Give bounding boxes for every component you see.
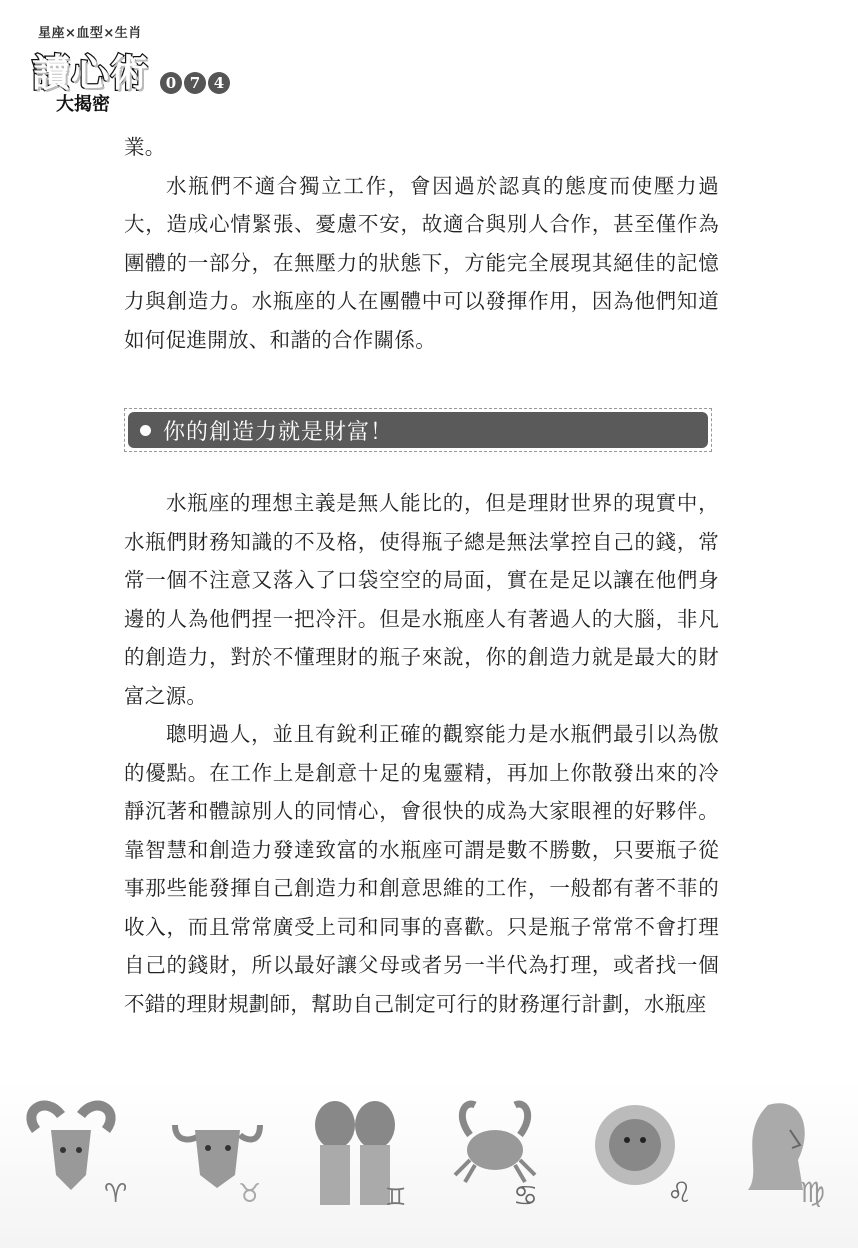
zodiac-strip [0, 1080, 858, 1248]
svg-text:♍: ♍ [800, 1176, 826, 1209]
svg-text:♌: ♌ [667, 1176, 693, 1209]
virgo-icon [728, 1090, 838, 1210]
cancer-icon [445, 1090, 555, 1210]
page-digit: 0 [160, 72, 182, 94]
paragraph: 業。 [124, 135, 166, 159]
page-number [160, 72, 230, 94]
svg-text:♈: ♈ [104, 1179, 126, 1209]
svg-text:♉: ♉ [238, 1179, 262, 1209]
paragraph: 水瓶座的理想主義是無人能比的，但是理財世界的現實中，水瓶們財務知識的不及格，使得瓶子總是無法掌控自己的錢，常常一個不注意又落入了口袋空空的局面，實在是足以讓在他們身邊的人為他們捏一把冷汗。但是水瓶座人有著過人的大腦，非凡的創造力，對於不懂理財的瓶子來說，你的創造力就是最大的財富之源。 [124, 491, 719, 708]
section-header-bar [128, 412, 708, 448]
page-digit: 7 [184, 72, 206, 94]
book-logo [28, 20, 178, 116]
section-header [124, 408, 712, 452]
gemini-icon [300, 1090, 410, 1210]
svg-text:♊: ♊ [385, 1183, 407, 1210]
section-title: 你的創造力就是財富！ [163, 419, 394, 445]
leo-icon [585, 1090, 695, 1210]
paragraph: 水瓶們不適合獨立工作，會因過於認真的態度而使壓力過大，造成心情緊張、憂慮不安，故適合與別人合作，甚至僅作為團體的一部分，在無壓力的狀態下，方能完全展現其絕佳的記憶力與創造力。水瓶座的人在團體中可以發揮作用，因為他們知道如何促進開放、和諧的合作關係。 [124, 173, 719, 352]
bullet-icon [140, 425, 151, 436]
aries-icon [16, 1090, 126, 1210]
logo-top-text: 星座×血型×生肖 [38, 26, 142, 41]
logo-main-text: 讀心術 [32, 51, 150, 95]
paragraph: 聰明過人，並且有銳利正確的觀察能力是水瓶們最引以為傲的優點。在工作上是創意十足的鬼靈精，再加上你散發出來的冷靜沉著和體諒別人的同情心，會很快的成為大家眼裡的好夥伴。靠智慧和創造力發達致富的水瓶座可謂是數不勝數，只要瓶子從事那些能發揮自己創造力和創意思維的工作，一般都有著不菲的收入，而且常常廣受上司和同事的喜歡。只是瓶子常常不會打理自己的錢財，所以最好讓父母或者另一半代為打理，或者找一個不錯的理財規劃師，幫助自己制定可行的財務運行計劃，水瓶座 [124, 722, 719, 1016]
bottom-text-block [124, 484, 719, 1023]
page-digit: 4 [208, 72, 230, 94]
svg-text:♋: ♋ [513, 1179, 539, 1210]
taurus-icon [160, 1090, 270, 1210]
logo-bottom-text: 大揭密 [56, 94, 110, 115]
top-text-block [124, 128, 719, 359]
